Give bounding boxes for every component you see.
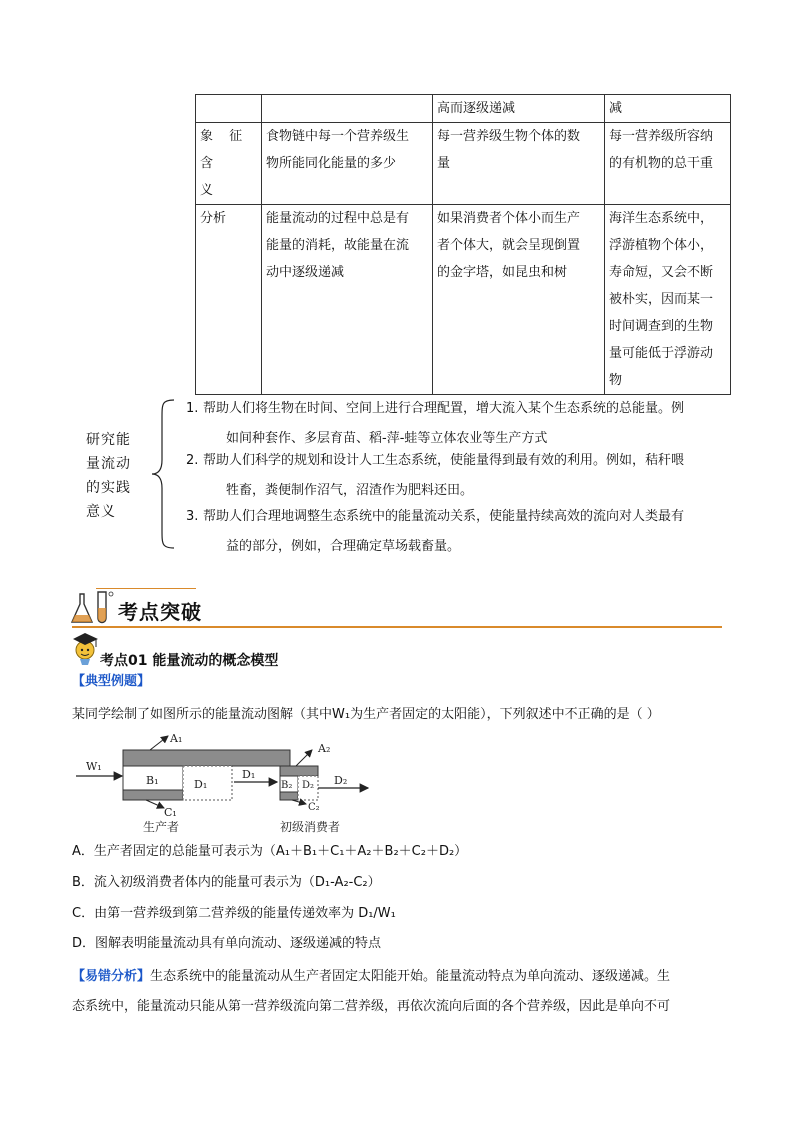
analysis-line-2: 态系统中，能量流动只能从第一营养级流向第二营养级，再依次流向后面的各个营养级，因此是单向不可 <box>72 999 671 1014</box>
topic-title: 考点01 能量流动的概念模型 <box>100 653 279 669</box>
cell-line: 能量流动的过程中总是有 <box>266 211 410 226</box>
label-d2-arrow: D₂ <box>334 774 348 787</box>
flask-icon <box>70 588 116 628</box>
significance-item <box>186 394 726 454</box>
cell-line: 量可能低于浮游动 <box>609 346 714 361</box>
cell-line: 分析 <box>200 211 227 226</box>
option-b: B．流入初级消费者体内的能量可表示为（D₁-A₂-C₂） <box>72 875 381 890</box>
significance-item <box>186 446 726 506</box>
table-cell <box>196 205 262 395</box>
cell-line: 浮游植物个体小， <box>609 238 714 253</box>
producer-top-bar <box>123 750 290 766</box>
label-d1-box: D₁ <box>194 778 208 791</box>
cell-line: 动中逐级递减 <box>266 265 345 280</box>
curly-brace <box>150 398 180 550</box>
cell-line: 海洋生态系统中， <box>609 211 714 226</box>
item-text: 帮助人们科学的规划和设计人工生态系统，使能量得到最有效的利用。例如，秸秆喂 <box>203 453 685 468</box>
title-line: 量流动 <box>86 456 131 472</box>
item-text: 帮助人们合理地调整生态系统中的能量流动关系，使能量持续高效的流向对人类最有 <box>203 509 685 524</box>
significance-item <box>186 502 726 562</box>
item-text: 帮助人们将生物在时间、空间上进行合理配置，增大流入某个生态系统的总能量。例 <box>203 401 685 416</box>
table-cell: 高而逐级递减 <box>433 95 605 123</box>
label-d1-arrow: D₁ <box>242 768 256 781</box>
title-line: 意义 <box>86 504 116 520</box>
label-producer: 生产者 <box>143 820 180 834</box>
item-number: 1. <box>186 401 199 416</box>
table-cell <box>433 205 605 395</box>
table-cell: 减 <box>605 95 731 123</box>
title-line: 的实践 <box>86 480 131 496</box>
label-c1: C₁ <box>164 806 177 819</box>
section-top-rule <box>96 588 196 589</box>
cell-line: 的有机物的总干重 <box>609 156 714 171</box>
cell-line: 被朴实，因而某一 <box>609 292 714 307</box>
table-cell <box>262 95 433 123</box>
analysis-line-1 <box>72 967 722 987</box>
item-number: 2. <box>186 453 199 468</box>
producer-bottom-bar <box>123 790 183 800</box>
section-divider <box>72 626 722 628</box>
cell-line: 物 <box>609 373 623 388</box>
table-cell <box>262 123 433 205</box>
c1-arrow <box>146 800 164 808</box>
table-cell <box>605 123 731 205</box>
table-cell <box>196 123 262 205</box>
cell-line: 每一营养级生物个体的数 <box>437 129 581 144</box>
table-row <box>196 95 731 123</box>
cell-line: 如果消费者个体小而生产 <box>437 211 581 226</box>
cell-line: 时间调查到的生物 <box>609 319 714 334</box>
label-b1: B₁ <box>146 774 159 787</box>
option-c: C．由第一营养级到第二营养级的能量传递效率为 D₁/W₁ <box>72 906 396 921</box>
energy-flow-diagram <box>72 728 392 838</box>
analysis-label: 【易错分析】 <box>72 969 151 984</box>
significance-title <box>86 428 148 524</box>
a1-arrow <box>150 736 168 750</box>
table-row <box>196 123 731 205</box>
item-number: 3. <box>186 509 199 524</box>
consumer-bottom-bar <box>280 792 298 800</box>
label-b2: B₂ <box>281 780 293 791</box>
energy-pyramid-table <box>195 94 731 395</box>
graduate-icon <box>72 630 100 666</box>
cell-line: 寿命短，又会不断 <box>609 265 714 280</box>
c2-arrow <box>292 800 306 804</box>
label-c2: C₂ <box>308 802 320 813</box>
cell-line: 的金字塔，如昆虫和树 <box>437 265 568 280</box>
cell-line: 量 <box>437 156 451 171</box>
producer-d1-box <box>183 766 232 800</box>
option-d: D．图解表明能量流动具有单向流动、逐级递减的特点 <box>72 936 382 951</box>
question-text: 某同学绘制了如图所示的能量流动图解（其中W₁为生产者固定的太阳能），下列叙述中不正确的是（ ） <box>72 707 660 722</box>
label-a1: A₁ <box>170 732 183 745</box>
section-title: 考点突破 <box>118 600 202 624</box>
table-row <box>196 205 731 395</box>
a2-arrow <box>296 750 312 766</box>
label-a2: A₂ <box>318 742 331 755</box>
item-text: 益的部分，例如，合理确定草场载畜量。 <box>226 539 461 554</box>
analysis-text: 生态系统中的能量流动从生产者固定太阳能开始。能量流动特点为单向流动、逐级递减。生 <box>150 969 671 984</box>
label-w1: W₁ <box>86 760 102 773</box>
table-cell <box>433 123 605 205</box>
cell-line: 象 征 含 <box>200 129 249 171</box>
title-line: 研究能 <box>86 432 131 448</box>
cell-line: 义 <box>200 183 214 198</box>
table-cell <box>605 205 731 395</box>
item-text: 如间种套作、多层育苗、稻-萍-蛙等立体农业等生产方式 <box>226 431 548 446</box>
cell-line: 食物链中每一个营养级生 <box>266 129 410 144</box>
table-cell <box>262 205 433 395</box>
cell-line: 物所能同化能量的多少 <box>266 156 397 171</box>
item-text: 牲畜，粪便制作沼气，沼渣作为肥料还田。 <box>226 483 474 498</box>
option-a: A．生产者固定的总能量可表示为（A₁＋B₁＋C₁＋A₂＋B₂＋C₂＋D₂） <box>72 844 468 859</box>
example-label: 【典型例题】 <box>72 674 151 689</box>
cell-line: 者个体大，就会呈现倒置 <box>437 238 581 253</box>
cell-line: 每一营养级所容纳 <box>609 129 714 144</box>
label-consumer: 初级消费者 <box>280 820 341 834</box>
table-cell <box>196 95 262 123</box>
cell-line: 能量的消耗，故能量在流 <box>266 238 410 253</box>
label-d2-box: D₂ <box>302 780 315 791</box>
consumer-top-bar <box>280 766 318 776</box>
